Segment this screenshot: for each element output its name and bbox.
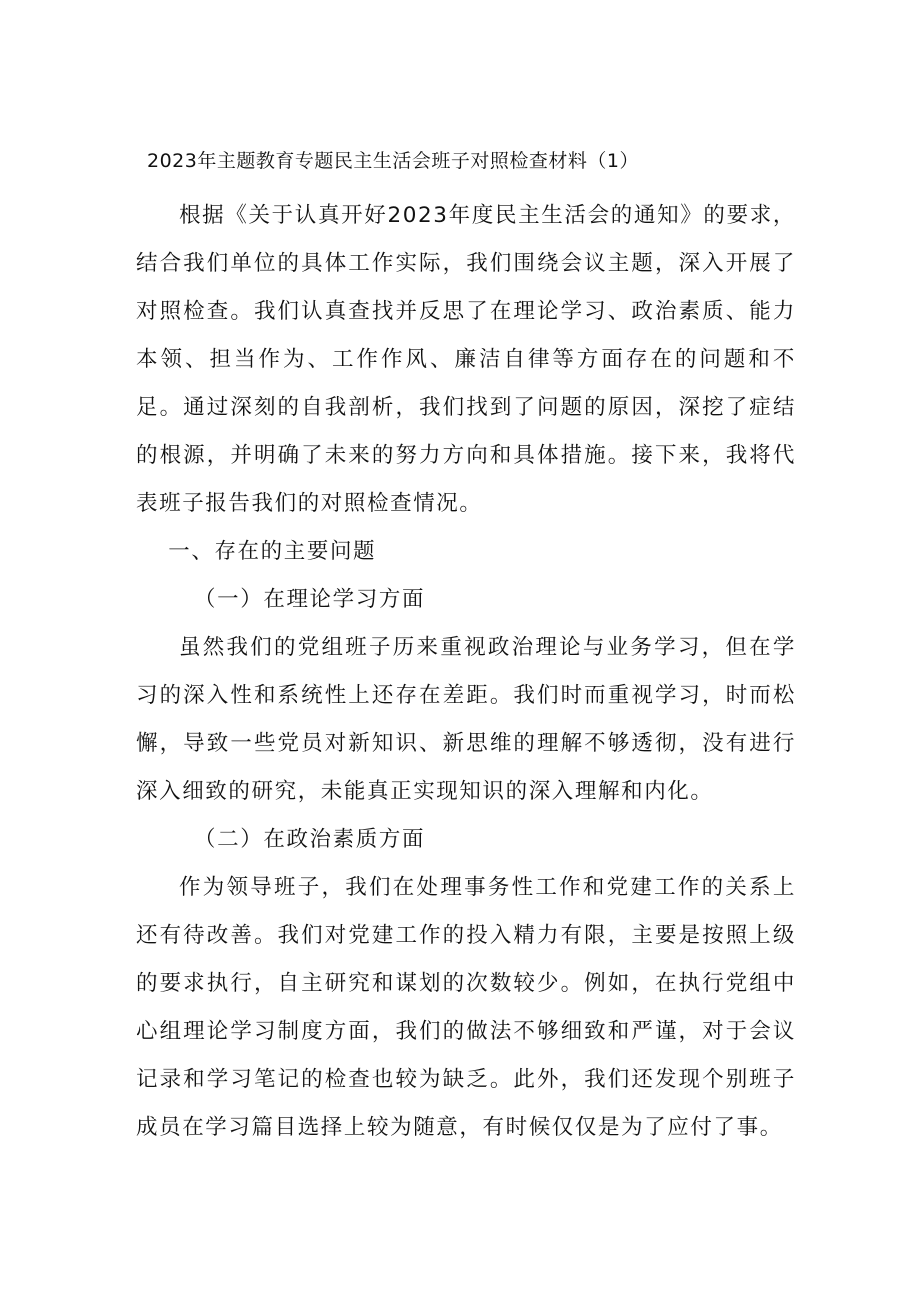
theory-study-paragraph: 虽然我们的党组班子历来重视政治理论与业务学习，但在学习的深入性和系统性上还存在差距。我们时而重视学习，时而松懈，导致一些党员对新知识、新思维的理解不够透彻，没有进行深入细致的研究，未能真正实现知识的深入理解和内化。 <box>136 635 796 804</box>
subsection-heading-political-quality: （二）在政治素质方面 <box>194 827 426 852</box>
section-heading-main-problems: 一、存在的主要问题 <box>168 539 377 564</box>
subsection-heading-theory-study: （一）在理论学习方面 <box>194 587 426 612</box>
political-quality-paragraph: 作为领导班子，我们在处理事务性工作和党建工作的关系上还有待改善。我们对党建工作的投入精力有限，主要是按照上级的要求执行，自主研究和谋划的次数较少。例如，在执行党组中心组理论学习制度方面，我们的做法不够细致和严谨，对于会议记录和学习笔记的检查也较为缺乏。此外，我们还发现个别班子成员在学习篇目选择上较为随意，有时候仅仅是为了应付了事。 <box>136 875 796 1140</box>
intro-paragraph: 根据《关于认真开好2023年度民主生活会的通知》的要求，结合我们单位的具体工作实际，我们围绕会议主题，深入开展了对照检查。我们认真查找并反思了在理论学习、政治素质、能力本领、担当作为、工作作风、廉洁自律等方面存在的问题和不足。通过深刻的自我剖析，我们找到了问题的原因，深挖了症结的根源，并明确了未来的努力方向和具体措施。接下来，我将代表班子报告我们的对照检查情况。 <box>136 203 796 516</box>
document-title: 2023年主题教育专题民主生活会班子对照检查材料（1） <box>147 150 639 172</box>
document-body <box>136 192 796 1152</box>
